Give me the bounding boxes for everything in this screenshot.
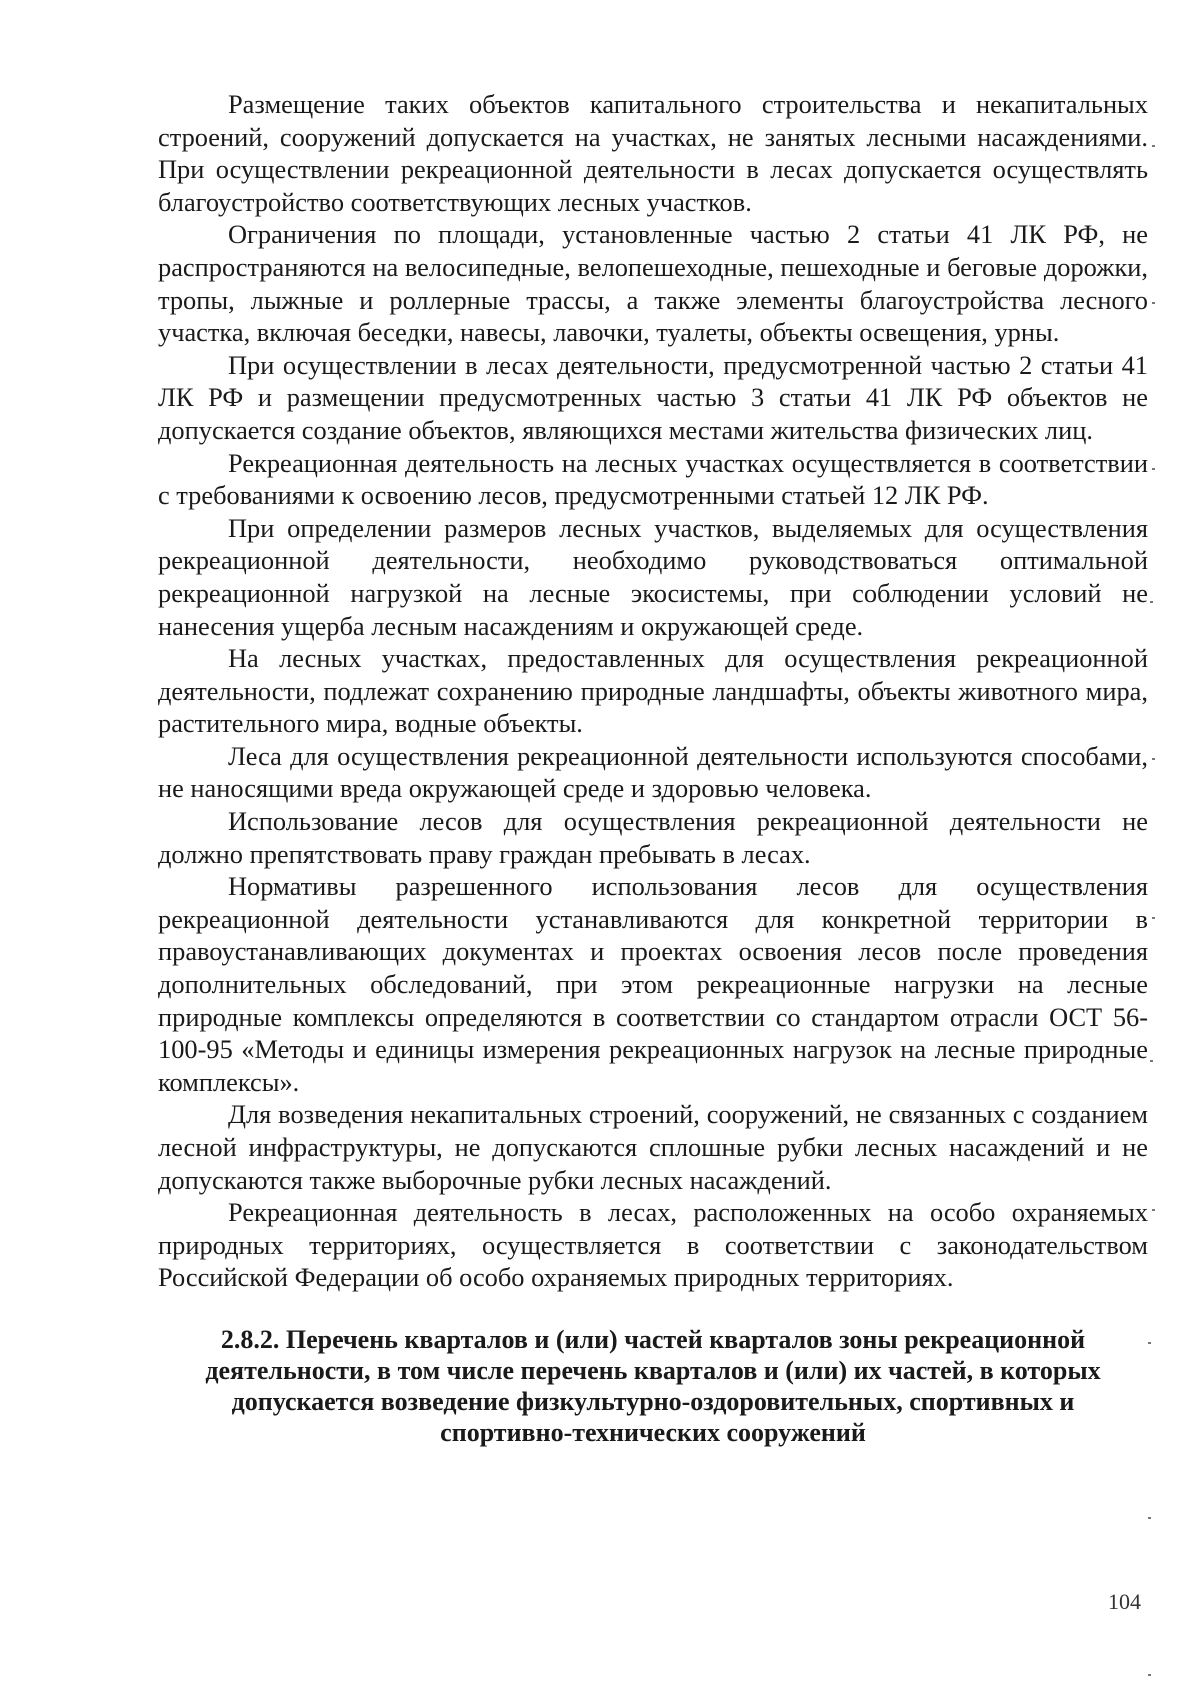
paragraph-recreation-requirements: Рекреационная деятельность на лесных участках осуществляется в соответствии с требованиями к освоению лесов, предусмотренными статьей 12 ЛК РФ. — [158, 447, 1148, 511]
paragraph-residence-prohibition: При осуществлении в лесах деятельности, предусмотренной частью 2 статьи 41 ЛК РФ и размещении предусмотренных частью 3 статьи 41 ЛК РФ объектов не допускается создание объектов, являющихся местами жительства физических лиц. — [158, 349, 1148, 445]
scan-artifact-dot — [1152, 917, 1155, 919]
paragraph-felling-restrictions: Для возведения некапитальных строений, сооружений, не связанных с созданием лесной инфраструктуры, не допускаются сплошные рубки лесных насаждений и не допускаются также выборочные рубки лесных насаждений. — [158, 1099, 1148, 1195]
paragraph-protected-territories: Рекреационная деятельность в лесах, расположенных на особо охраняемых природных территориях, осуществляется в соответствии с законодательством Российской Федерации об особо охраняемых природных территориях. — [158, 1197, 1148, 1293]
scan-artifact-dot — [1148, 1342, 1151, 1344]
document-body — [158, 88, 1148, 1448]
paragraph-citizens-access: Использование лесов для осуществления рекреационной деятельности не должно препятствовать праву граждан пребывать в лесах. — [158, 806, 1148, 869]
paragraph-plot-size-determination: При определении размеров лесных участков, выделяемых для осуществления рекреационной деятельности, необходимо руководствоваться оптимальной рекреационной нагрузкой на лесные экосистемы, при соблюдении условий не нанесения ущерба лесным насаждениям и окружающей среде. — [158, 512, 1148, 641]
scan-artifact-dot — [1152, 758, 1155, 760]
scan-artifact-dot — [1148, 1674, 1151, 1676]
paragraph-usage-norms: Нормативы разрешенного использования лесов для осуществления рекреационной деятельности устанавливаются для конкретной территории в правоустанавливающих документах и проектах освоения лесов после проведения дополнительных обследований, при этом рекреационные нагрузки на лесные природные комплексы определяются в соответствии со стандартом отрасли ОСТ 56-100-95 «Методы и единицы измерения рекреационных нагрузок на лесные природные комплексы». — [158, 871, 1148, 1097]
paragraph-harmless-methods: Леса для осуществления рекреационной деятельности используются способами, не наносящими вреда окружающей среде и здоровью человека. — [158, 740, 1148, 804]
paragraph-landscape-preservation: На лесных участках, предоставленных для осуществления рекреационной деятельности, подлежат сохранению природные ландшафты, объекты животного мира, растительного мира, водные объекты. — [158, 643, 1148, 739]
scan-artifact-dot — [1150, 1060, 1153, 1062]
scan-artifact-dot — [1150, 601, 1153, 603]
paragraph-area-restrictions: Ограничения по площади, установленные частью 2 статьи 41 ЛК РФ, не распространяются на велосипедные, велопешеходные, пешеходные и беговые дорожки, тропы, лыжные и роллерные трассы, а также элементы благоустройства лесного участка, включая беседки, навесы, лавочки, туалеты, объекты освещения, урны. — [158, 219, 1148, 348]
scan-artifact-dot — [1152, 302, 1155, 304]
scan-artifact-dot — [1148, 1517, 1151, 1519]
page-number: 104 — [1108, 1589, 1141, 1614]
scan-artifact-dot — [1152, 1209, 1155, 1211]
scan-artifact-dot — [1152, 468, 1155, 470]
scan-artifact-dot — [1152, 145, 1155, 147]
section-heading: 2.8.2. Перечень кварталов и (или) частей кварталов зоны рекреационной деятельности, в том числе перечень кварталов и (или) их частей, в которых допускается возведение физкультурно-оздоровительных, спортивных и спортивно-технических сооружений — [205, 1324, 1101, 1447]
paragraph-placement-of-objects: Размещение таких объектов капитального строительства и некапитальных строений, сооружений допускается на участках, не занятых лесными насаждениями. При осуществлении рекреационной деятельности в лесах допускается осуществлять благоустройство соответствующих лесных участков. — [158, 89, 1148, 217]
